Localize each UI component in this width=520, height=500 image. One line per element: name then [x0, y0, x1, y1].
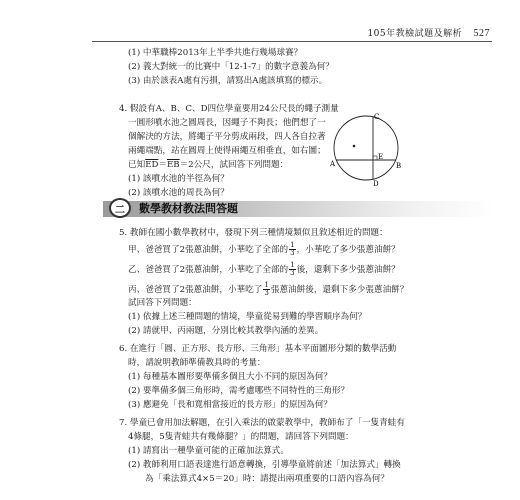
q5-sub-1: (1) 依據上述三種問題的情境，學童從易到難的學習順序為何？ [128, 312, 367, 322]
fraction-one-third: $\frac{1}{3}$ [290, 261, 295, 277]
center-point [353, 145, 356, 148]
right-angle-mark [373, 156, 377, 160]
header-title: 105年教檢試題及解析 [367, 29, 463, 39]
q6-sub-3: (3) 應避免「長和寬相當接近的長方形」的原因為何？ [128, 400, 332, 410]
label-b: B [396, 162, 402, 170]
header-rule [92, 41, 492, 42]
fraction-one-third: $\frac{1}{3}$ [264, 281, 269, 297]
q4-line-2: 一圓形噴水池之圓周長，因繩子不夠長；他們想了一 [128, 118, 326, 128]
circle-diagram [330, 110, 410, 188]
q4-line-4: 兩繩端點，站在圓周上使得兩繩互相垂直，如右圖； [128, 146, 326, 156]
q7-line-1: 7. 學童已會用加法解題，在引入乘法的啟蒙教學中，教師布了「一隻青蛙有 [119, 418, 405, 428]
q7-sub-1: (1) 請寫出一種學童可能的正確加法算式。 [128, 446, 289, 456]
q5-case-bing: 丙、爸爸買了2張蔥油餅，小華吃了 $\frac{1}{3}$ 張蔥油餅後，還剩下多少張蔥油餅？ [128, 281, 409, 297]
q4-sub-1: (1) 該噴水池的半徑為何？ [128, 174, 229, 184]
q6-line-2: 時，請說明教師準備教具時的考量： [128, 358, 266, 368]
q3-sub-1: (1) 中華職棒2013年上半季共進行幾場球賽？ [128, 48, 303, 58]
running-header [290, 26, 490, 39]
label-c: C [374, 113, 380, 121]
page-number: 527 [473, 28, 490, 39]
q6-sub-2: (2) 要準備多個三角形時，需考慮哪些不同特性的三角形？ [128, 386, 350, 396]
q5-case-yi: 乙、爸爸買了2張蔥油餅，小華吃了全部的 $\frac{1}{3}$ 後，還剩下多少張蔥油餅？ [128, 261, 400, 277]
q7-sub-2: (2) 教師利用口語表達進行語意轉換，引導學童將前述「加法算式」轉換 [128, 460, 401, 470]
q4-sub-2: (2) 該噴水池的周長為何？ [128, 188, 229, 198]
q5-case-jia: 甲、爸爸買了2張蔥油餅，小華吃了全部的 $\frac{1}{3}$ ，小華吃了多少張蔥油餅？ [128, 241, 400, 257]
q5-intro: 5. 教師在國小數學教材中，發現下列三種情境類似且敘述相近的問題： [119, 228, 388, 238]
q5-sub-2: (2) 請就甲、丙兩題，分別比較其教學內涵的差異。 [128, 326, 324, 336]
q7-sub-2-cont: 為「乘法算式4×5＝20」時：請提出兩項重要的口語內容為何？ [145, 474, 389, 484]
q7-line-2: 4條腿，5隻青蛙共有幾條腿？」的問題，請回答下列問題： [128, 432, 354, 442]
q5-ask: 試回答下列問題： [128, 298, 197, 308]
label-d: D [373, 180, 379, 188]
section-title: 數學教材教法問答題 [139, 202, 238, 215]
q6-sub-1: (1) 每種基本圖形要準備多個且大小不同的原因為何？ [128, 372, 332, 382]
label-e: E [378, 153, 384, 161]
q4-line-1: 4. 假設有A、B、C、D四位學童要用24公尺長的繩子測量 [119, 104, 339, 114]
q4-line-3: 個解決的方法，將繩子平分剪成兩段，四人各自拉著 [128, 132, 326, 142]
section-badge: 二 [109, 198, 131, 218]
label-a: A [330, 160, 336, 168]
q3-sub-3: (3) 由於該表A處有污損，請寫出A處該填寫的標示。 [128, 76, 328, 86]
q3-sub-2: (2) 義大對統一的比賽中「12-1-7」的數字意義為何？ [128, 62, 334, 72]
fraction-one-third: $\frac{1}{3}$ [290, 241, 295, 257]
q6-line-1: 6. 在進行「圓、正方形、長方形、三角形」基本平面圖形分類的數學活動 [119, 344, 397, 354]
q4-given: 已知$\overline{ED}=\overline{EB}=2$公尺，試回答下列問題： [128, 160, 289, 170]
fountain-circle [334, 116, 398, 180]
segment-ed: $\overline{ED}$ [145, 160, 159, 170]
segment-eb: $\overline{EB}$ [166, 160, 180, 170]
section-header [103, 198, 493, 220]
